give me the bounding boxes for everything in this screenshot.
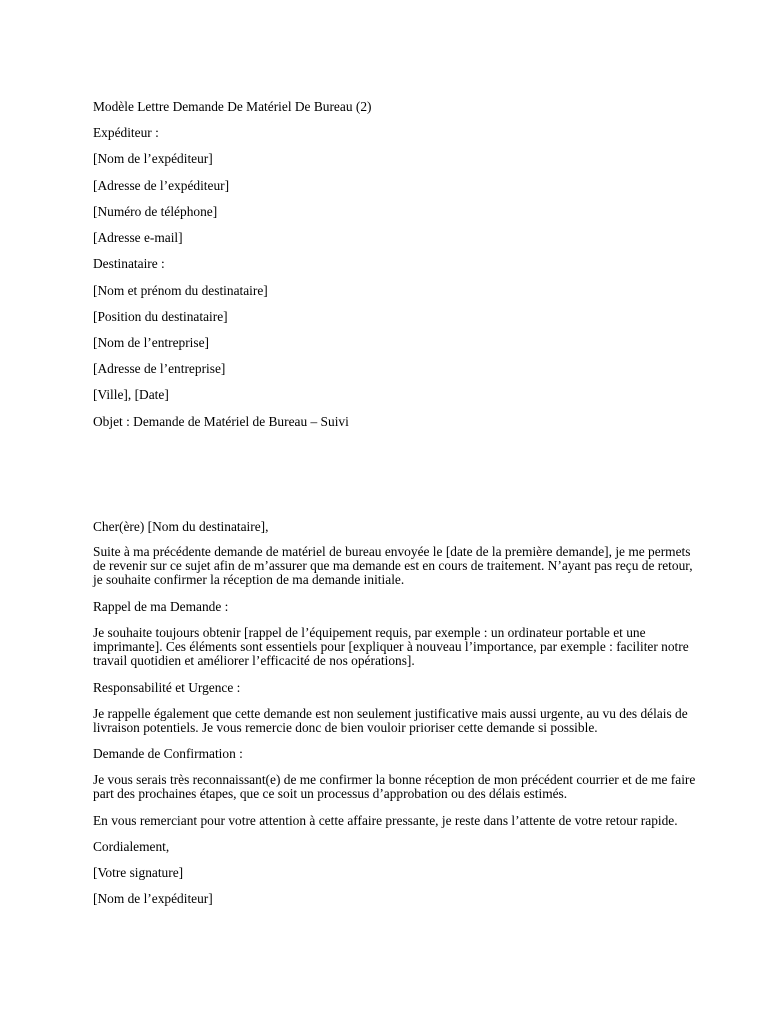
- reminder-line: Je souhaite toujours obtenir [rappel de l’équipement requis, par exemple : un ordinateur portable et une: [93, 625, 646, 640]
- recipient-position: [Position du destinataire]: [93, 309, 228, 324]
- sender-name: [Nom de l’expéditeur]: [93, 151, 213, 166]
- city-date: [Ville], [Date]: [93, 387, 169, 402]
- urgency-line: Je rappelle également que cette demande est non seulement justificative mais aussi urgente, au vu des délais de: [93, 706, 688, 721]
- intro-line: Suite à ma précédente demande de matériel de bureau envoyée le [date de la première demande], je me permets: [93, 544, 691, 559]
- urgency-line: livraison potentiels. Je vous remercie donc de bien vouloir prioriser cette demande si possible.: [93, 720, 598, 735]
- reminder-heading: Rappel de ma Demande :: [93, 599, 229, 614]
- sign-off: Cordialement,: [93, 839, 170, 854]
- reminder-line: travail quotidien et améliorer l’efficacité de nos opérations].: [93, 653, 415, 668]
- recipient-name: [Nom et prénom du destinataire]: [93, 283, 268, 298]
- salutation: Cher(ère) [Nom du destinataire],: [93, 519, 269, 534]
- urgency-heading: Responsabilité et Urgence :: [93, 680, 241, 695]
- intro-line: de revenir sur ce sujet afin de m’assurer que ma demande est en cours de traitement. N’ayant pas reçu de retour,: [93, 558, 693, 573]
- sender-email: [Adresse e-mail]: [93, 230, 183, 245]
- confirmation-line: Je vous serais très reconnaissant(e) de me confirmer la bonne réception de mon précédent courrier et de me faire: [93, 772, 696, 787]
- confirmation-heading: Demande de Confirmation :: [93, 746, 243, 761]
- recipient-company: [Nom de l’entreprise]: [93, 335, 210, 350]
- recipient-company-address: [Adresse de l’entreprise]: [93, 361, 226, 376]
- reminder-line: imprimante]. Ces éléments sont essentiels pour [expliquer à nouveau l’importance, par exemple : faciliter notre: [93, 639, 689, 654]
- confirmation-paragraph: [93, 772, 696, 801]
- sender-phone: [Numéro de téléphone]: [93, 204, 218, 219]
- recipient-heading: Destinataire :: [93, 256, 165, 271]
- confirmation-line: part des prochaines étapes, que ce soit un processus d’approbation ou des délais estimés.: [93, 786, 568, 801]
- subject-line: Objet : Demande de Matériel de Bureau – Suivi: [93, 414, 349, 429]
- closing-line: En vous remerciant pour votre attention à cette affaire pressante, je reste dans l’attente de votre retour rapide.: [93, 813, 678, 828]
- intro-paragraph: [93, 544, 693, 587]
- signer-name: [Nom de l’expéditeur]: [93, 891, 213, 906]
- document-title: Modèle Lettre Demande De Matériel De Bureau (2): [93, 99, 372, 114]
- sender-heading: Expéditeur :: [93, 125, 159, 140]
- intro-line: je souhaite confirmer la réception de ma demande initiale.: [93, 572, 405, 587]
- urgency-paragraph: [93, 706, 688, 735]
- sender-address: [Adresse de l’expéditeur]: [93, 178, 230, 193]
- reminder-paragraph: [93, 625, 689, 668]
- signature-placeholder: [Votre signature]: [93, 865, 184, 880]
